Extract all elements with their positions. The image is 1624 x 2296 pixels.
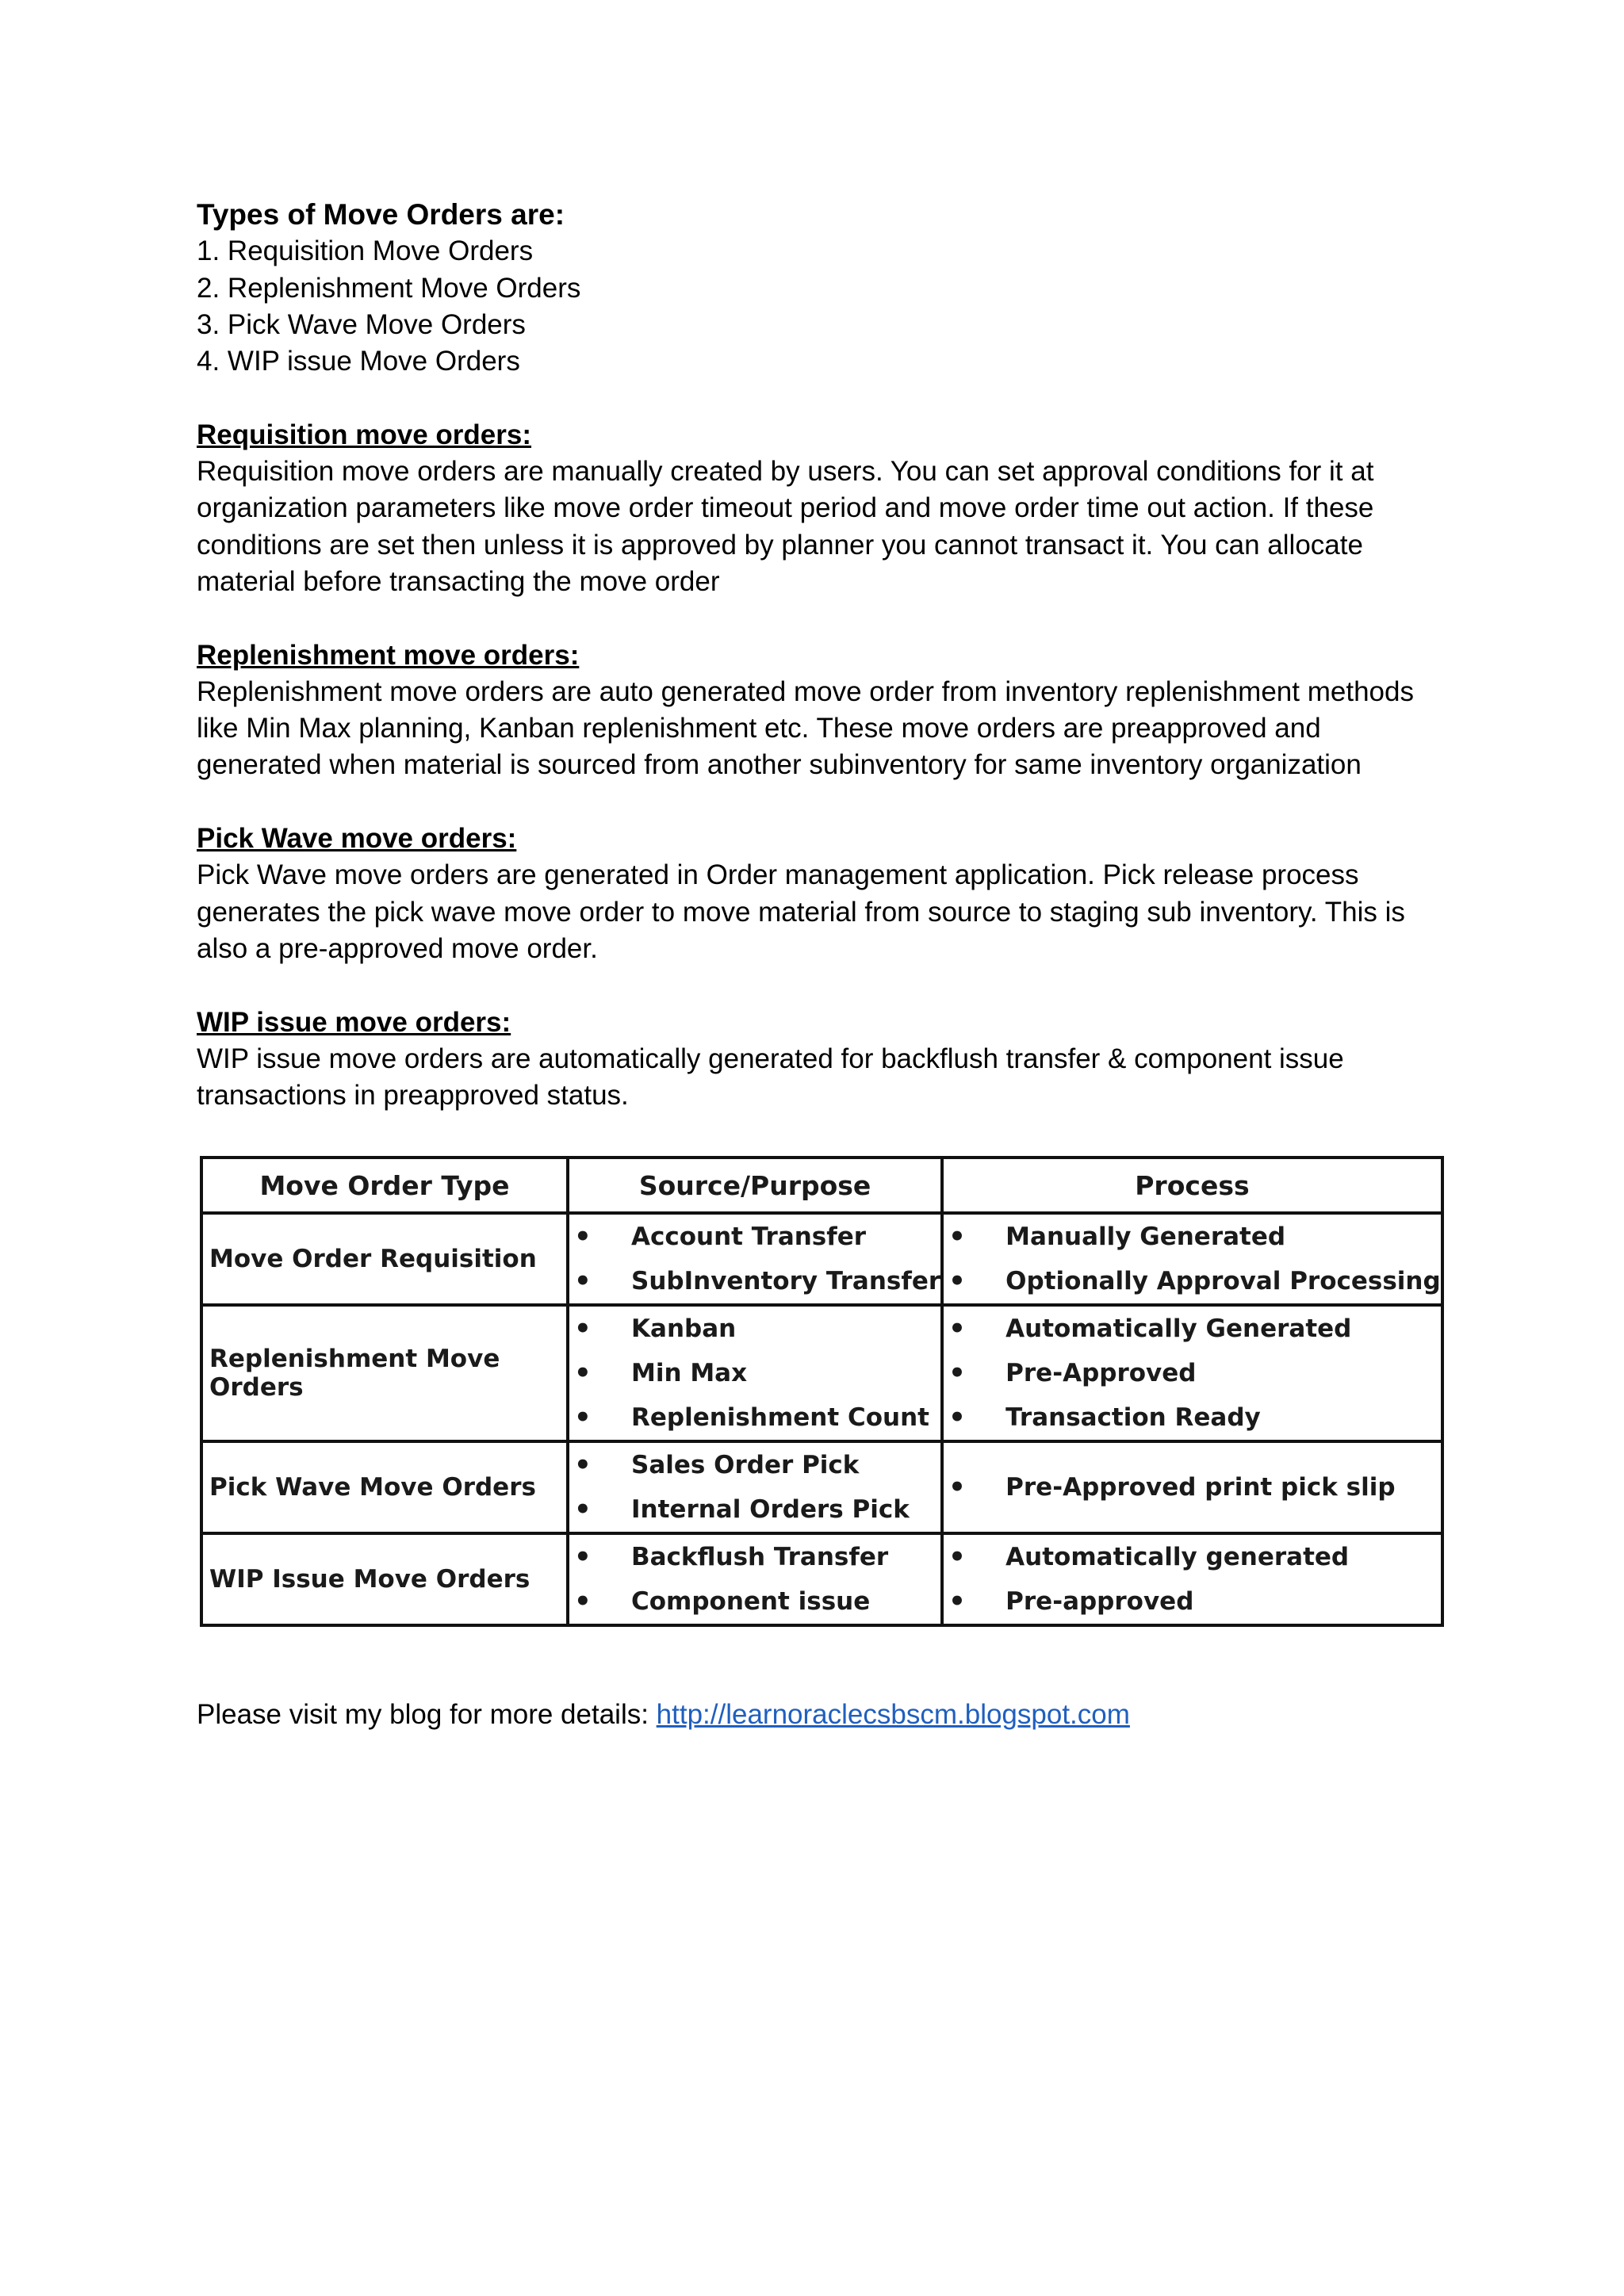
cell-type: Pick Wave Move Orders [201, 1441, 568, 1533]
section-heading-pick-wave: Pick Wave move orders: [197, 823, 517, 855]
bullet-item: • Transaction Ready [944, 1395, 1441, 1440]
bullet-item: • Account Transfer [569, 1215, 940, 1259]
cell-source [568, 1305, 942, 1441]
bullet-item: • Backflush Transfer [569, 1535, 940, 1579]
cell-type: WIP Issue Move Orders [201, 1533, 568, 1625]
paragraph-line: Requisition move orders are manually created by users. You can set approval conditions for it at [197, 456, 1374, 488]
bullet-item: • Optionally Approval Processing [944, 1259, 1441, 1303]
list-item: 2. Replenishment Move Orders [197, 272, 581, 304]
bullet-item: • Component issue [569, 1579, 940, 1624]
move-order-table [200, 1156, 1444, 1627]
section-heading-replenishment: Replenishment move orders: [197, 639, 580, 671]
cell-process [942, 1305, 1442, 1441]
bullet-item: • Pre-Approved print pick slip [944, 1465, 1441, 1510]
paragraph-line: also a pre-approved move order. [197, 932, 598, 964]
cell-source [568, 1213, 942, 1305]
blog-link[interactable]: http://learnoraclecsbscm.blogspot.com [656, 1699, 1130, 1730]
paragraph-line: conditions are set then unless it is approved by planner you cannot transact it. You can allocate [197, 529, 1363, 561]
column-header-type: Move Order Type [201, 1158, 568, 1213]
table-row [201, 1213, 1442, 1305]
document-body [197, 197, 1434, 1114]
paragraph-line: Replenishment move orders are auto generated move order from inventory replenishment methods [197, 675, 1414, 707]
paragraph-line: Pick Wave move orders are generated in Order management application. Pick release process [197, 859, 1359, 891]
cell-process [942, 1441, 1442, 1533]
cell-process [942, 1213, 1442, 1305]
bullet-item: • Manually Generated [944, 1215, 1441, 1259]
section-heading-wip-issue: WIP issue move orders: [197, 1006, 511, 1038]
bullet-item: • Replenishment Count [569, 1395, 940, 1440]
footer-note [197, 1697, 1130, 1733]
bullet-item: • Automatically Generated [944, 1307, 1441, 1351]
bullet-item: • Automatically generated [944, 1535, 1441, 1579]
cell-source [568, 1533, 942, 1625]
paragraph-line: transactions in preapproved status. [197, 1080, 629, 1112]
bullet-item: • Min Max [569, 1351, 940, 1395]
bullet-item: • Pre-Approved [944, 1351, 1441, 1395]
table-row [201, 1533, 1442, 1625]
paragraph-line: organization parameters like move order timeout period and move order time out action. If these [197, 492, 1374, 524]
list-item: 4. WIP issue Move Orders [197, 346, 520, 377]
paragraph-line: generated when material is sourced from another subinventory for same inventory organization [197, 749, 1362, 781]
table-header-row [201, 1158, 1442, 1213]
paragraph-line: material before transacting the move order [197, 565, 720, 597]
section-heading-requisition: Requisition move orders: [197, 419, 532, 450]
paragraph-line: like Min Max planning, Kanban replenishment etc. These move orders are preapproved and [197, 713, 1321, 744]
bullet-item: • Kanban [569, 1307, 940, 1351]
list-item: 1. Requisition Move Orders [197, 235, 534, 267]
bullet-item: • Internal Orders Pick [569, 1487, 940, 1532]
table-row [201, 1441, 1442, 1533]
paragraph-line: WIP issue move orders are automatically generated for backflush transfer & component issue [197, 1043, 1344, 1074]
column-header-source: Source/Purpose [568, 1158, 942, 1213]
list-item: 3. Pick Wave Move Orders [197, 308, 526, 340]
cell-type: Replenishment Move Orders [201, 1305, 568, 1441]
table-row [201, 1305, 1442, 1441]
bullet-item: • Pre-approved [944, 1579, 1441, 1624]
bullet-item: • Sales Order Pick [569, 1443, 940, 1487]
bullet-item: • SubInventory Transfer [569, 1259, 940, 1303]
cell-type: Move Order Requisition [201, 1213, 568, 1305]
cell-process [942, 1533, 1442, 1625]
column-header-process: Process [942, 1158, 1442, 1213]
move-order-table-image [200, 1156, 1444, 1627]
paragraph-line: generates the pick wave move order to move material from source to staging sub inventory. This is [197, 896, 1405, 928]
cell-source [568, 1441, 942, 1533]
footer-text: Please visit my blog for more details: [197, 1699, 657, 1730]
page-title: Types of Move Orders are: [197, 198, 565, 231]
